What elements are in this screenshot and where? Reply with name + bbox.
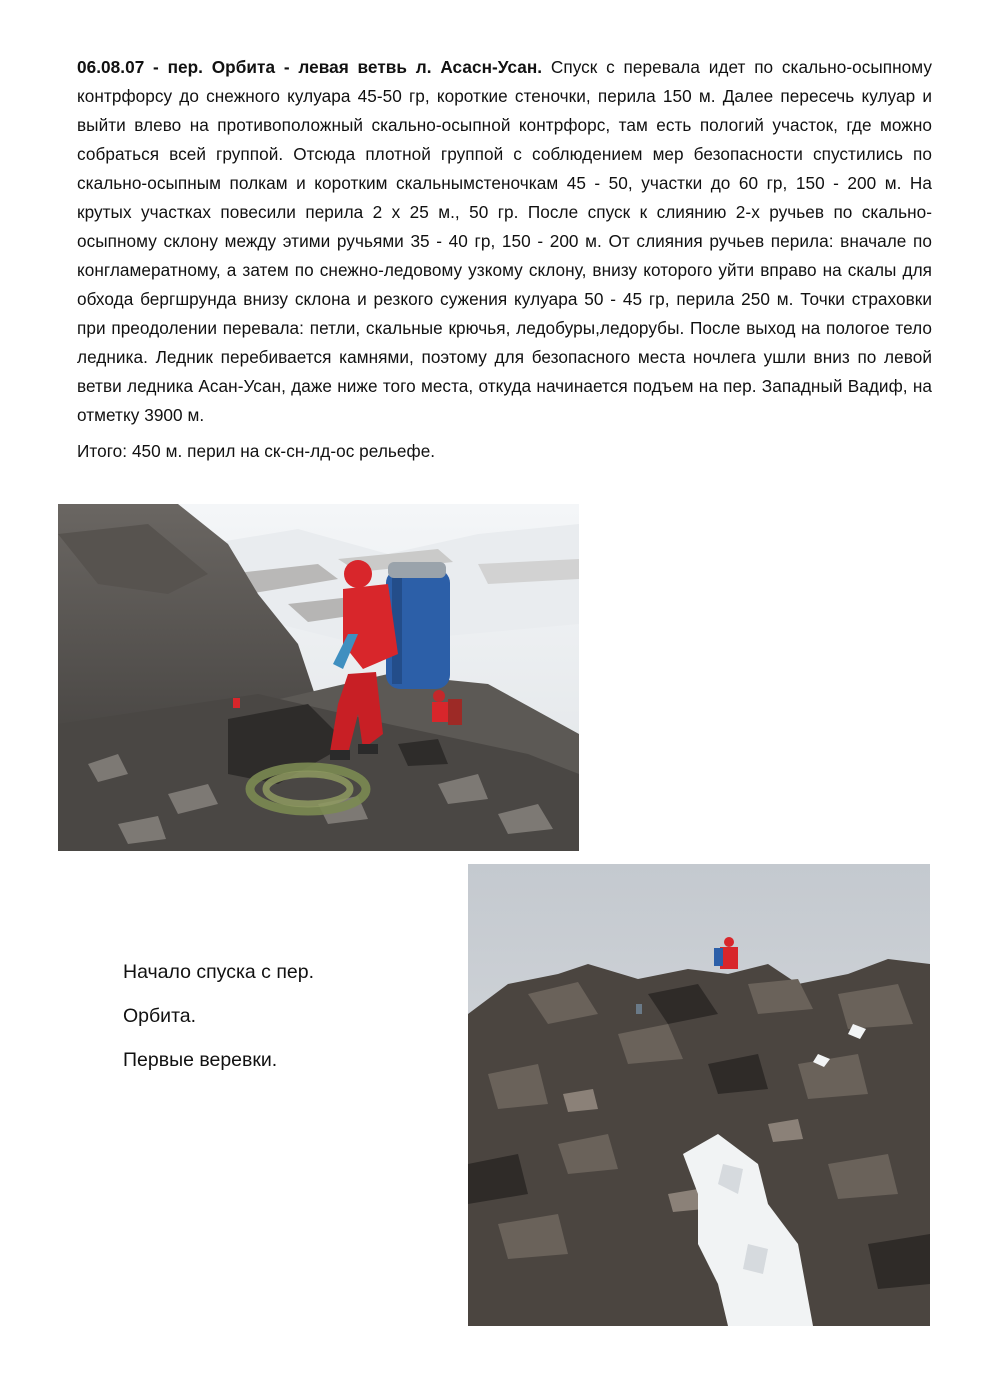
report-summary: Итого: 450 м. перил на ск-сн-лд-ос рельефе. [77, 441, 436, 461]
photo-ridge-gully-image [468, 864, 930, 1326]
caption-line: Первые веревки. [123, 1049, 278, 1071]
caption-line: Начало спуска с пер. [123, 961, 315, 983]
report-title: 06.08.07 - пер. Орбита - левая ветвь л. Асасн-Усан. [77, 57, 543, 77]
photo-caption [123, 950, 314, 1082]
photo-ridge-gully [468, 864, 930, 1326]
caption-line: Орбита. [123, 1005, 197, 1027]
photo-descent-scree-image [58, 504, 579, 851]
report-text-block [77, 53, 932, 466]
report-paragraph [77, 53, 932, 430]
report-body: Спуск с перевала идет по скально-осыпному контрфорсу до снежного кулуара 45-50 гр, короткие стеночки, перила 150 м. Далее пересечь кулуар и выйти влево на противоположный скально-осыпной контрфорс, там есть пологий участок, где можно собраться всей группой. Отсюда плотной группой с соблюдением мер безопасности спустились по скально-осыпным полкам и коротким скальнымстеночкам 45 - 50, участки до 60 гр, 150 - 200 м. На крутых участках повесили перила 2 х 25 м., 50 гр. После спуск к слиянию 2-х ручьев по скально-осыпному склону между этими ручьями 35 - 40 гр, 150 - 200 м. От слияния ручьев перила: вначале по конгламератному, а затем по снежно-ледовому узкому склону, внизу которого уйти вправо на скалы для обхода бергшрунда внизу склона и резкого сужения кулуара 50 - 45 гр, перила 250 м. Точки страховки при преодолении перевала: петли, скальные крючья, ледобуры,ледорубы. После выход на пологое тело ледника. Ледник перебивается камнями, поэтому для безопасного места ночлега ушли вниз по левой ветви ледника Асан-Усан, даже ниже того места, откуда начинается подъем на пер. Западный Вадиф, на отметку 3900 м. [77, 57, 932, 425]
photo-descent-scree [58, 504, 579, 851]
